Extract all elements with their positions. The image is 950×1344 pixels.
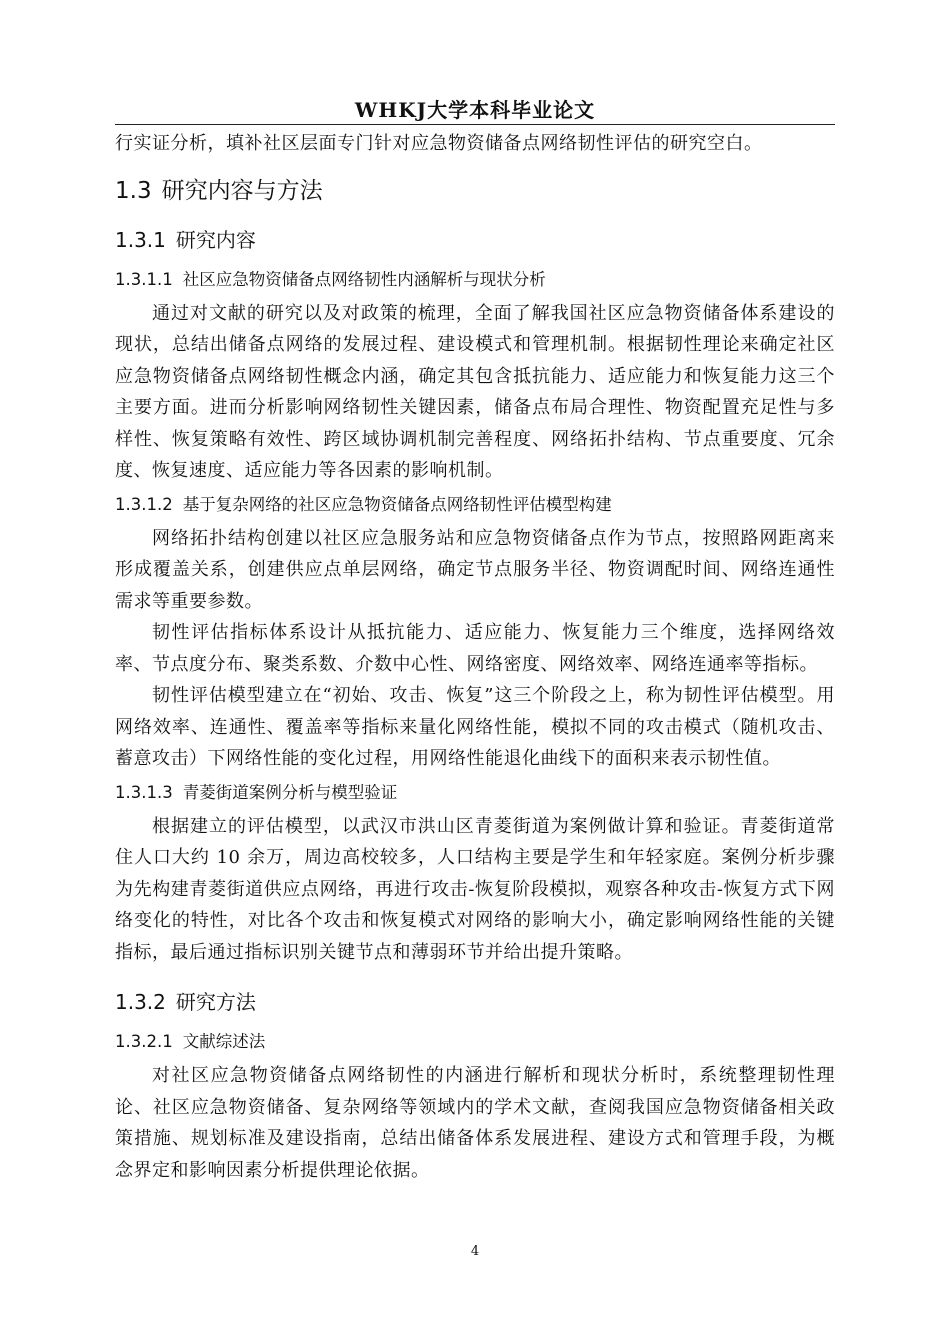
page-content — [115, 128, 835, 1186]
section-title: 文献综述法 — [182, 1032, 266, 1051]
section-number: 1.3.1.1 — [115, 269, 173, 289]
section-title: 青菱街道案例分析与模型验证 — [182, 782, 398, 802]
header-divider — [115, 124, 835, 125]
section-heading-1-3-1 — [115, 226, 835, 254]
section-number: 1.3.2 — [115, 990, 166, 1014]
section-heading-1-3 — [115, 176, 835, 206]
section-heading-1-3-2-1 — [115, 1028, 835, 1056]
section-number: 1.3 — [115, 177, 152, 204]
paragraph: 对社区应急物资储备点网络韧性的内涵进行解析和现状分析时，系统整理韧性理论、社区应急物资储备、复杂网络等领域内的学术文献，查阅我国应急物资储备相关政策措施、规划标准及建设指南，总结出储备体系发展进程、建设方式和管理手段，为概念界定和影响因素分析提供理论依据。 — [115, 1065, 835, 1181]
section-title: 基于复杂网络的社区应急物资储备点网络韧性评估模型构建 — [182, 494, 612, 514]
section-number: 1.3.1 — [115, 227, 166, 252]
paragraph: 韧性评估指标体系设计从抵抗能力、适应能力、恢复能力三个维度，选择网络效率、节点度分布、聚类系数、介数中心性、网络密度、网络效率、网络连通率等指标。 — [115, 622, 835, 675]
section-title: 研究方法 — [175, 990, 256, 1014]
section-heading-1-3-1-2 — [115, 491, 835, 519]
section-heading-1-3-1-1 — [115, 266, 835, 294]
section-number: 1.3.1.2 — [115, 494, 173, 514]
section-title: 社区应急物资储备点网络韧性内涵解析与现状分析 — [182, 269, 546, 289]
section-number: 1.3.1.3 — [115, 782, 173, 802]
section-heading-1-3-1-3 — [115, 779, 835, 807]
section-title: 研究内容与方法 — [161, 177, 323, 204]
paragraph: 通过对文献的研究以及对政策的梳理，全面了解我国社区应急物资储备体系建设的现状，总结出储备点网络的发展过程、建设模式和管理机制。根据韧性理论来确定社区应急物资储备点网络韧性概念内涵，确定其包含抵抗能力、适应能力和恢复能力这三个主要方面。进而分析影响网络韧性关键因素，储备点布局合理性、物资配置充足性与多样性、恢复策略有效性、跨区域协调机制完善程度、网络拓扑结构、节点重要度、冗余度、恢复速度、适应能力等各因素的影响机制。 — [115, 302, 835, 481]
section-heading-1-3-2 — [115, 988, 835, 1016]
paragraph: 网络拓扑结构创建以社区应急服务站和应急物资储备点作为节点，按照路网距离来形成覆盖关系，创建供应点单层网络，确定节点服务半径、物资调配时间、网络连通性需求等重要参数。 — [115, 527, 835, 612]
page-header-title: WHKJ大学本科毕业论文 — [354, 98, 596, 122]
section-number: 1.3.2.1 — [115, 1032, 173, 1051]
intro-paragraph: 行实证分析，填补社区层面专门针对应急物资储备点网络韧性评估的研究空白。 — [115, 133, 763, 154]
page-number: 4 — [470, 1244, 480, 1259]
paragraph: 韧性评估模型建立在“初始、攻击、恢复”这三个阶段之上，称为韧性评估模型。用网络效率、连通性、覆盖率等指标来量化网络性能，模拟不同的攻击模式（随机攻击、蓄意攻击）下网络性能的变化过程，用网络性能退化曲线下的面积来表示韧性值。 — [115, 685, 835, 769]
paragraph: 根据建立的评估模型，以武汉市洪山区青菱街道为案例做计算和验证。青菱街道常住人口大约 10 余万，周边高校较多，人口结构主要是学生和年轻家庭。案例分析步骤为先构建青菱街道供应点网络，再进行攻击-恢复阶段模拟，观察各种攻击-恢复方式下网络变化的特性，对比各个攻击和恢复模式对网络的影响大小，确定影响网络性能的关键指标，最后通过指标识别关键节点和薄弱环节并给出提升策略。 — [115, 815, 835, 963]
section-title: 研究内容 — [175, 227, 256, 252]
